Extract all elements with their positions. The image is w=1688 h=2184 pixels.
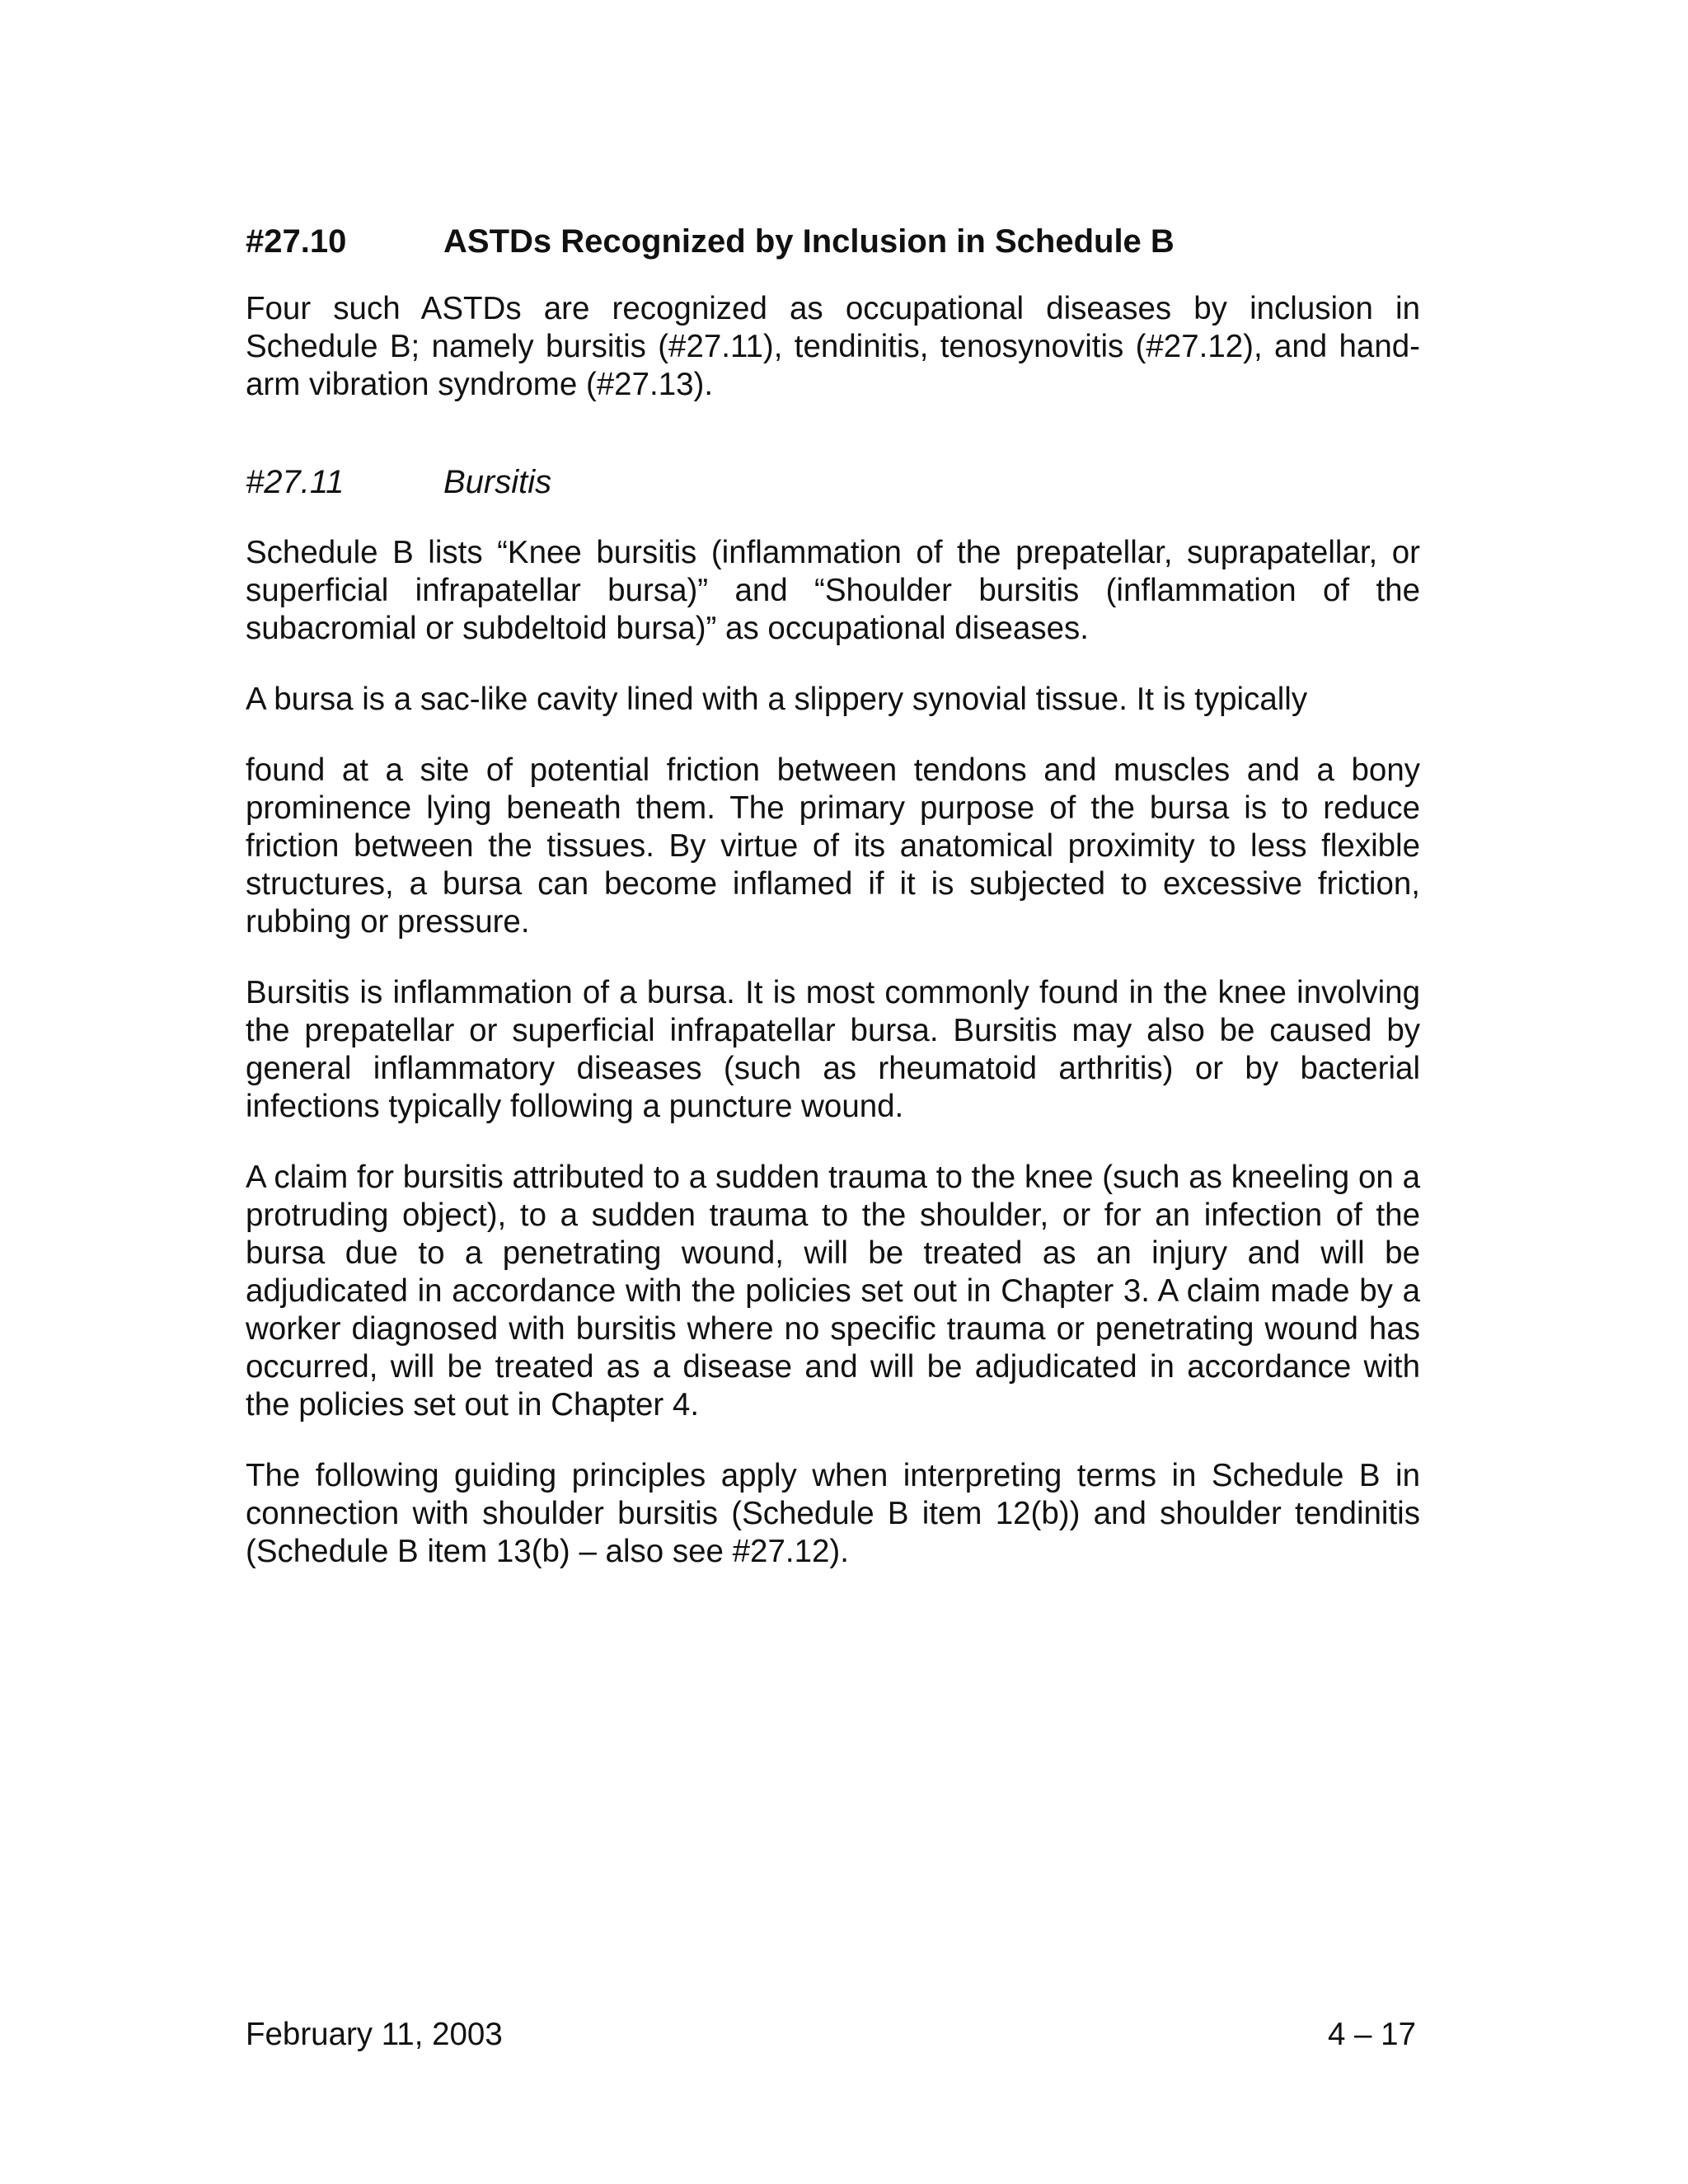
paragraph: A bursa is a sac-like cavity lined with a slippery synovial tissue. It is typically: [246, 682, 1308, 717]
footer-page-number: 4 – 17: [1327, 2017, 1416, 2052]
section-heading: [246, 223, 1420, 260]
footer-date: February 11, 2003: [246, 2017, 503, 2052]
subsection-title: Bursitis: [443, 464, 552, 500]
paragraph: A claim for bursitis attributed to a sudden trauma to the knee (such as kneeling on a protruding object), to a sudden trauma to the shoulder, or for an infection of the bursa due to a penetrating wound, will be treated as an injury and will be adjudicated in accordance with the policies set out in Chapter 3. A claim made by a worker diagnosed with bursitis where no specific trauma or penetrating wound has occurred, will be treated as a disease and will be adjudicated in accordance with the policies set out in Chapter 4.: [246, 1160, 1420, 1422]
paragraph: Schedule B lists “Knee bursitis (inflammation of the prepatellar, suprapatellar, or superficial infrapatellar bursa)” and “Shoulder bursitis (inflammation of the subacromial or subdeltoid bursa)” as occupational diseases.: [246, 535, 1420, 646]
paragraph: The following guiding principles apply when interpreting terms in Schedule B in connection with shoulder bursitis (Schedule B item 12(b)) and shoulder tendinitis (Schedule B item 13(b) – also see #27.12).: [246, 1458, 1420, 1569]
section-intro-paragraph: Four such ASTDs are recognized as occupational diseases by inclusion in Schedule B; namely bursitis (#27.11), tendinitis, tenosynovitis (#27.12), and hand-arm vibration syndrome (#27.13).: [246, 291, 1420, 402]
subsection-heading: [246, 463, 1420, 501]
paragraph: Bursitis is inflammation of a bursa. It is most commonly found in the knee involving the prepatellar or superficial infrapatellar bursa. Bursitis may also be caused by general inflammatory diseases (such as rheumatoid arthritis) or by bacterial infections typically following a puncture wound.: [246, 975, 1420, 1124]
page-content: [246, 223, 1420, 1604]
section-number: #27.10: [246, 223, 347, 260]
section-title: ASTDs Recognized by Inclusion in Schedule B: [443, 223, 1175, 260]
paragraph: found at a site of potential friction between tendons and muscles and a bony prominence lying beneath them. The primary purpose of the bursa is to reduce friction between the tissues. By virtue of its anatomical proximity to less flexible structures, a bursa can become inflamed if it is subjected to excessive friction, rubbing or pressure.: [246, 752, 1420, 940]
subsection-number: #27.11: [246, 464, 345, 500]
